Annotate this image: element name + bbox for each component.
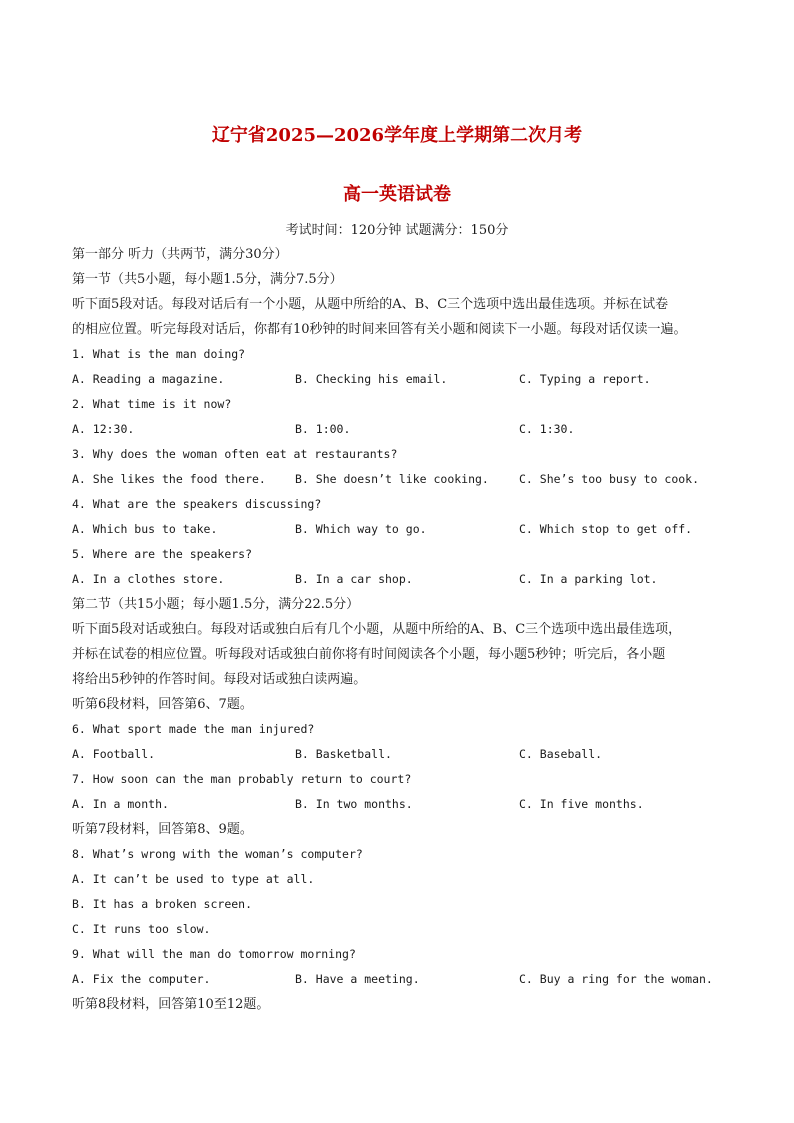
instruction-line: 的相应位置。听完每段对话后，你都有10秒钟的时间来回答有关小题和阅读下一小题。每段对话仅读一遍。 [72,322,687,337]
question-stem: 7. How soon can the man probably return to court? [72,772,412,786]
option-c: C. It runs too slow. [72,922,211,936]
material-heading: 听第8段材料，回答第10至12题。 [72,997,270,1012]
exam-body [72,242,732,1017]
option-a: A. Reading a magazine. [72,372,225,386]
question-options [72,517,732,542]
option-b: B. Checking his email. [295,372,448,386]
section-heading: 第二节（共15小题；每小题1.5分，满分22.5分） [72,597,360,612]
exam-subtitle: 高一英语试卷 [343,184,451,205]
question-stem: 1. What is the man doing? [72,347,246,361]
exam-meta: 考试时间：120分钟 试题满分：150分 [285,223,509,238]
question-stem: 4. What are the speakers discussing? [72,497,322,511]
option-c: C. In a parking lot. [519,572,658,586]
question-options [72,792,732,817]
instruction-line: 并标在试卷的相应位置。听每段对话或独白前你将有时间阅读各个小题，每小题5秒钟；听完后，各小题 [72,647,666,662]
question-stem: 6. What sport made the man injured? [72,722,315,736]
question-options [72,367,732,392]
question-options [72,567,732,592]
question-stem: 9. What will the man do tomorrow morning? [72,947,356,961]
question-stem: 3. Why does the woman often eat at restaurants? [72,447,398,461]
instruction-line: 将给出5秒钟的作答时间。每段对话或独白读两遍。 [72,672,367,687]
instruction-line: 听下面5段对话。每段对话后有一个小题，从题中所给的A、B、C三个选项中选出最佳选项。并标在试卷 [72,297,669,312]
option-a: A. It can’t be used to type at all. [72,872,315,886]
exam-title: 辽宁省2025—2026学年度上学期第二次月考 [211,125,583,146]
option-c: C. Buy a ring for the woman. [519,972,713,986]
question-stem: 5. Where are the speakers? [72,547,253,561]
option-c: C. In five months. [519,797,644,811]
option-a: A. Which bus to take. [72,522,218,536]
option-c: C. Typing a report. [519,372,651,386]
option-a: A. Fix the computer. [72,972,211,986]
option-a: A. In a month. [72,797,169,811]
material-heading: 听第7段材料，回答第8、9题。 [72,822,253,837]
option-b: B. She doesn’t like cooking. [295,472,489,486]
option-c: C. Which stop to get off. [519,522,693,536]
question-stem: 2. What time is it now? [72,397,232,411]
part-heading: 第一部分 听力（共两节，满分30分） [72,247,288,262]
material-heading: 听第6段材料，回答第6、7题。 [72,697,253,712]
question-stem: 8. What’s wrong with the woman’s computer? [72,847,363,861]
option-c: C. 1:30. [519,422,575,436]
option-a: A. In a clothes store. [72,572,225,586]
option-b: B. It has a broken screen. [72,897,253,911]
option-c: C. Baseball. [519,747,603,761]
question-options [72,467,732,492]
option-b: B. In a car shop. [295,572,413,586]
question-options [72,967,732,992]
option-b: B. Basketball. [295,747,392,761]
option-b: B. Which way to go. [295,522,427,536]
option-a: A. She likes the food there. [72,472,266,486]
option-a: A. Football. [72,747,156,761]
option-b: B. 1:00. [295,422,351,436]
option-b: B. In two months. [295,797,413,811]
instruction-line: 听下面5段对话或独白。每段对话或独白后有几个小题，从题中所给的A、B、C三个选项中选出最佳选项， [72,622,682,637]
option-c: C. She’s too busy to cook. [519,472,700,486]
section-heading: 第一节（共5小题，每小题1.5分，满分7.5分） [72,272,343,287]
question-options [72,742,732,767]
question-options [72,417,732,442]
option-b: B. Have a meeting. [295,972,420,986]
option-a: A. 12:30. [72,422,135,436]
